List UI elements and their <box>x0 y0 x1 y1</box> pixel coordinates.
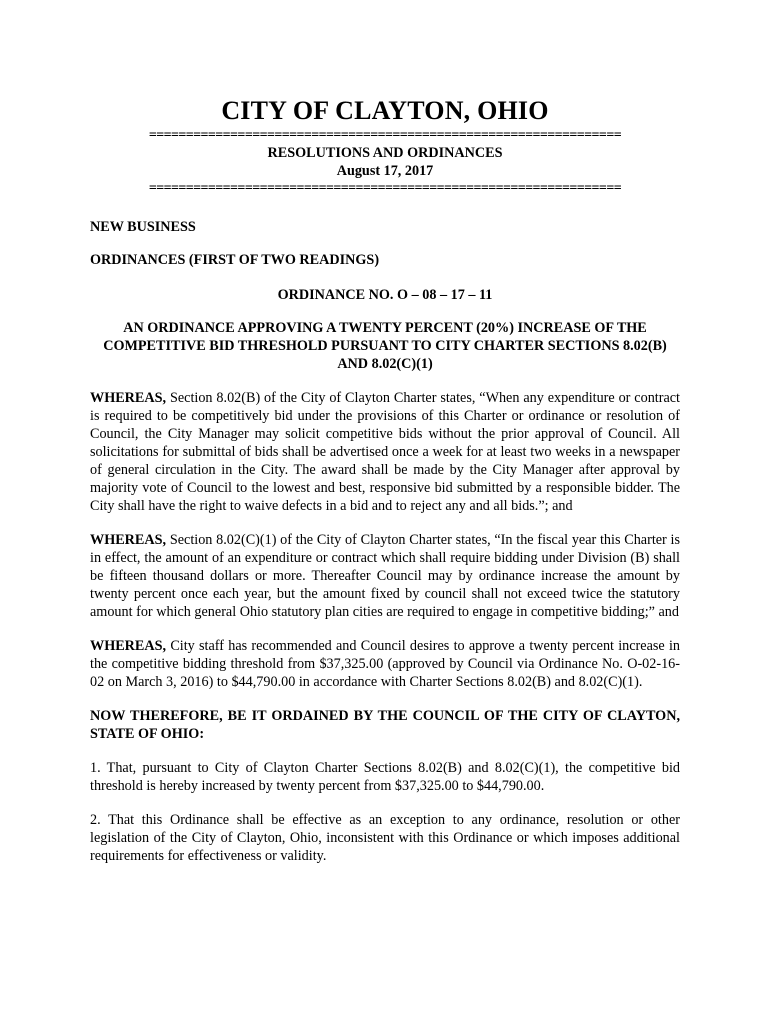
whereas-lead: WHEREAS, <box>90 532 167 548</box>
whereas-paragraph <box>90 389 680 515</box>
bottom-rule: ================================================================ <box>148 182 622 196</box>
new-business-heading: NEW BUSINESS <box>90 219 196 235</box>
ordinance-clause-1: 1. That, pursuant to City of Clayton Charter Sections 8.02(B) and 8.02(C)(1), the competitive bid threshold is hereby increased by twenty percent from $37,325.00 to $44,790.00. <box>90 760 680 794</box>
whereas-lead: WHEREAS, <box>90 638 167 654</box>
whereas-text: Section 8.02(C)(1) of the City of Clayton Charter states, “In the fiscal year this Charter is in effect, the amount of an expenditure or contract which shall require bidding under Division (B) shall be fifteen thousand dollars or more. Thereafter Council may by ordinance increase the amount by twenty percent once each year, but the amount fixed by council shall not exceed twice the statutory amount for which general Ohio statutory plan cities are required to engage in competitive bidding;” and <box>90 532 680 620</box>
ordinance-number: ORDINANCE NO. O – 08 – 17 – 11 <box>277 287 493 303</box>
whereas-paragraph <box>90 637 680 691</box>
whereas-lead: WHEREAS, <box>90 390 167 406</box>
now-therefore-clause: NOW THEREFORE, BE IT ORDAINED BY THE COUNCIL OF THE CITY OF CLAYTON, STATE OF OHIO: <box>90 708 680 742</box>
whereas-text: Section 8.02(B) of the City of Clayton Charter states, “When any expenditure or contract is required to be competitively bid under the provisions of this Charter or ordinance or resolution of Council, the City Manager may solicit competitive bids without the prior approval of Council. All solicitations for submittal of bids shall be advertised once a week for at least two weeks in a newspaper of general circulation in the City. The award shall be made by the City Manager after approval by majority vote of Council to the lowest and best, responsive bid submitted by a responsible bidder. The City shall have the right to waive defects in a bid and to reject any and all bids.”; and <box>90 390 680 514</box>
document-date: August 17, 2017 <box>336 163 434 179</box>
whereas-text: City staff has recommended and Council desires to approve a twenty percent increase in the competitive bidding threshold from $37,325.00 (approved by Council via Ordinance No. O-02-16-02 on March 3, 2016) to $44,790.00 in accordance with Charter Sections 8.02(B) and 8.02(C)(1). <box>90 638 680 690</box>
top-rule: ================================================================ <box>148 129 622 143</box>
ordinance-clause-2: 2. That this Ordinance shall be effective as an exception to any ordinance, resolution or other legislation of the City of Clayton, Ohio, inconsistent with this Ordinance or which imposes additional requirements for effectiveness or validity. <box>90 812 680 864</box>
ordinance-title: AN ORDINANCE APPROVING A TWENTY PERCENT (20%) INCREASE OF THE COMPETITIVE BID THRESHOLD PURSUANT TO CITY CHARTER SECTIONS 8.02(B) AND 8.02(C)(1) <box>103 320 667 372</box>
whereas-paragraph <box>90 531 680 621</box>
ordinances-heading: ORDINANCES (FIRST OF TWO READINGS) <box>90 252 380 268</box>
document-subtitle: RESOLUTIONS AND ORDINANCES <box>267 145 503 161</box>
document-title: CITY OF CLAYTON, OHIO <box>221 96 549 125</box>
